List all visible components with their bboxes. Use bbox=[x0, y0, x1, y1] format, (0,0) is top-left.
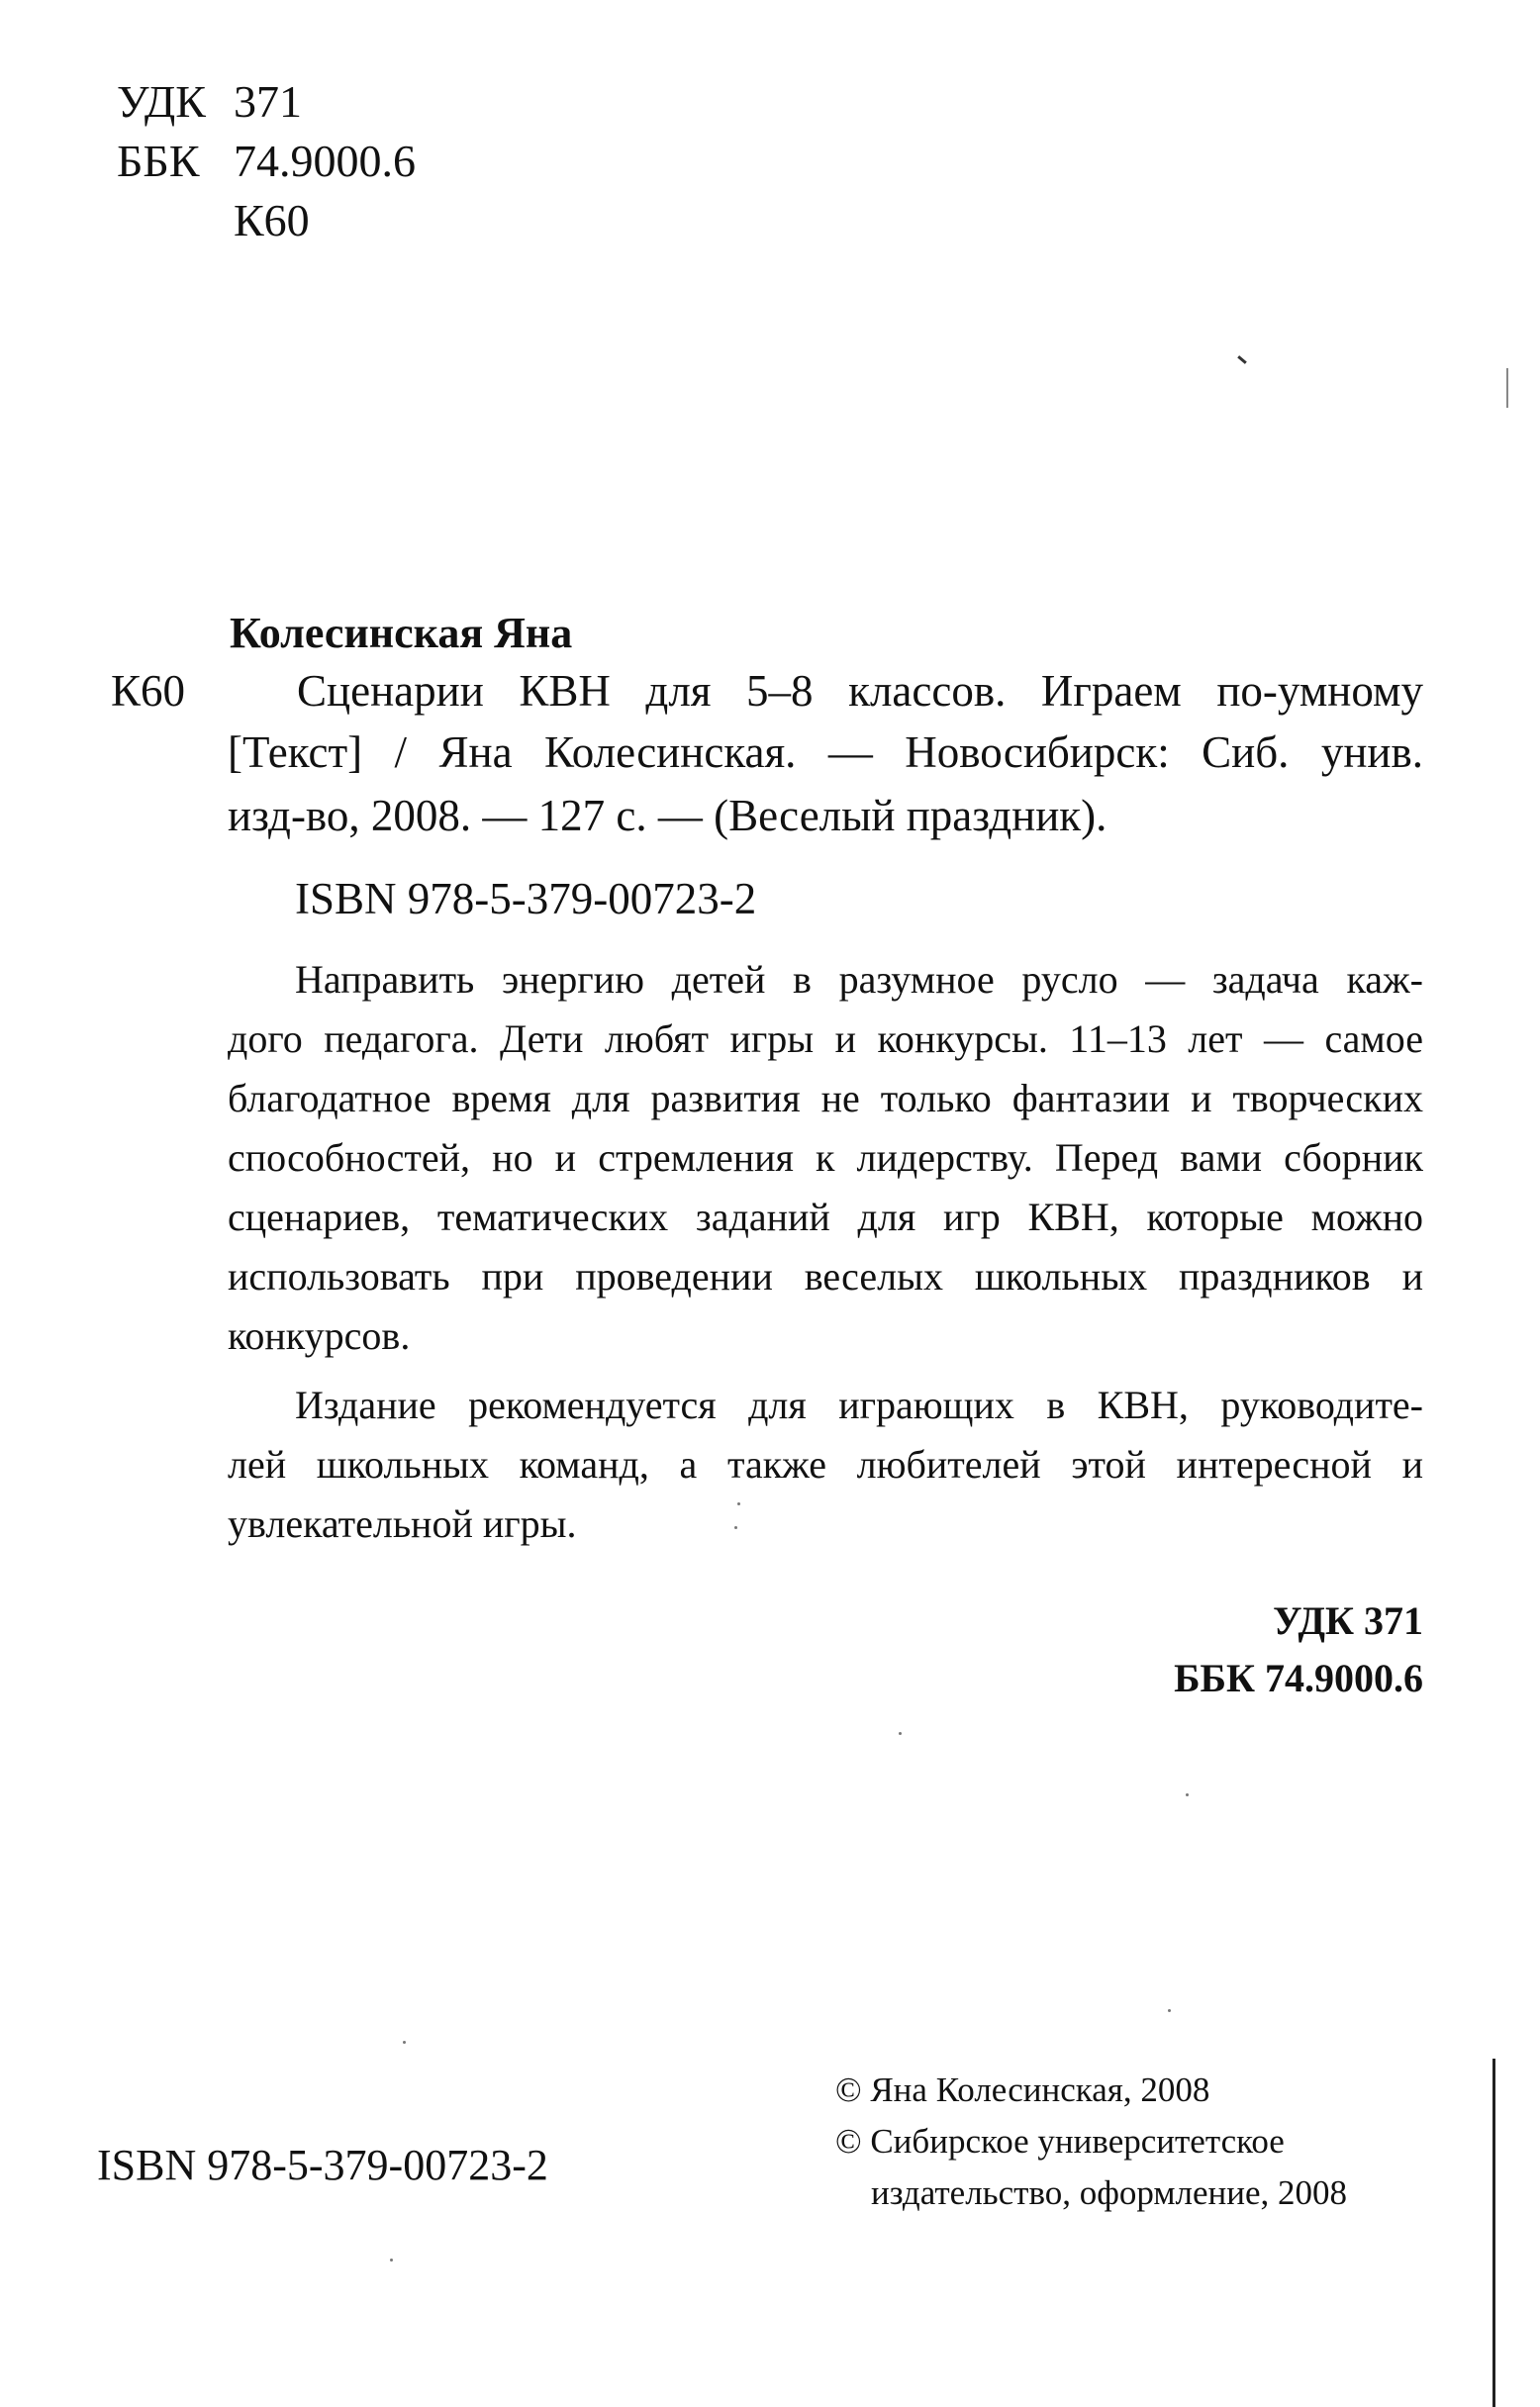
scan-dot bbox=[737, 1502, 740, 1505]
abstract-p2-line-2: лей школьных команд, а также любителей этой интересной и bbox=[228, 1442, 1423, 1487]
author-name: Колесинская Яна bbox=[230, 609, 573, 657]
udk-code-top bbox=[117, 76, 302, 127]
scan-dot bbox=[1186, 1793, 1189, 1796]
author-mark-record: К60 bbox=[111, 666, 186, 716]
scan-dot bbox=[899, 1732, 902, 1735]
abstract-p1-line-6: использовать при проведении веселых школьных праздников и bbox=[228, 1254, 1423, 1299]
bbk-code-top bbox=[117, 136, 416, 186]
abstract-p1-line-2: дого педагога. Дети любят игры и конкурсы. 11–13 лет — самое bbox=[228, 1016, 1423, 1061]
scan-edge-mark bbox=[1506, 368, 1508, 408]
abstract-p1-line-7: конкурсов. bbox=[228, 1313, 411, 1358]
udk-value: 371 bbox=[234, 76, 302, 127]
scan-dot bbox=[403, 2041, 406, 2044]
abstract-p1-line-5: сценариев, тематических заданий для игр КВН, которые можно bbox=[228, 1195, 1423, 1239]
bbk-value: 74.9000.6 bbox=[234, 136, 416, 186]
scan-dot bbox=[390, 2259, 393, 2262]
copyright-author: © Яна Колесинская, 2008 bbox=[835, 2070, 1210, 2109]
abstract-p1-line-3: благодатное время для развития не только фантазии и творческих bbox=[228, 1076, 1423, 1120]
biblio-line-3: изд-во, 2008. — 127 с. — (Веселый праздник). bbox=[228, 791, 1107, 840]
biblio-line-2: [Текст] / Яна Колесинская. — Новосибирск: Сиб. унив. bbox=[228, 727, 1423, 777]
abstract-p1-line-4: способностей, но и стремления к лидерству. Перед вами сборник bbox=[228, 1135, 1423, 1180]
biblio-line-1: Сценарии КВН для 5–8 классов. Играем по-умному bbox=[297, 666, 1423, 716]
copyright-publisher-line-1: © Сибирское университетское bbox=[835, 2122, 1285, 2161]
scan-speck bbox=[1237, 355, 1247, 364]
isbn-bottom: ISBN 978-5-379-00723-2 bbox=[97, 2141, 548, 2189]
abstract-p2-line-1: Издание рекомендуется для играющих в КВН, руководите- bbox=[295, 1383, 1423, 1427]
bbk-label: ББК bbox=[117, 136, 200, 186]
isbn-record: ISBN 978-5-379-00723-2 bbox=[295, 874, 757, 923]
author-mark-top: К60 bbox=[234, 195, 310, 245]
copyright-publisher-line-2: издательство, оформление, 2008 bbox=[871, 2173, 1348, 2212]
abstract-p1-line-1: Направить энергию детей в разумное русло — задача каж- bbox=[295, 957, 1423, 1002]
bbk-code-right: ББК 74.9000.6 bbox=[1174, 1656, 1423, 1700]
scan-dot bbox=[734, 1526, 737, 1529]
scan-dot bbox=[1168, 2009, 1171, 2012]
udk-code-right: УДК 371 bbox=[1273, 1598, 1423, 1643]
udk-label: УДК bbox=[117, 76, 206, 127]
scan-page-edge bbox=[1492, 2059, 1495, 2407]
abstract-p2-line-3: увлекательной игры. bbox=[228, 1501, 577, 1546]
